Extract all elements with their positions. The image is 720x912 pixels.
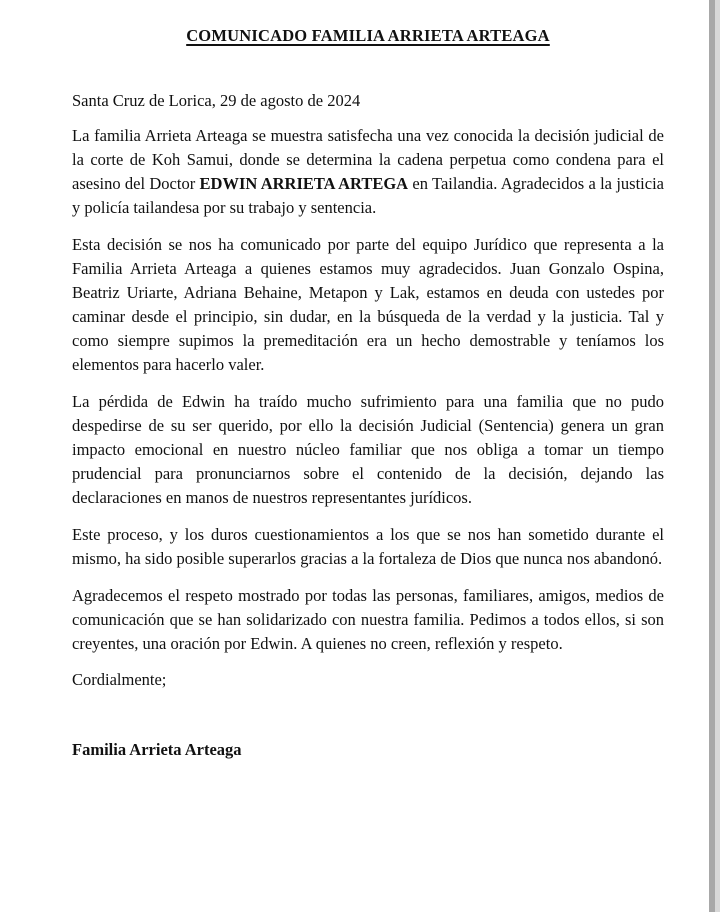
dateline: Santa Cruz de Lorica, 29 de agosto de 2024 bbox=[72, 91, 361, 110]
paragraph-text: Esta decisión se nos ha comunicado por parte del equipo Jurídico que representa a la Familia Arrieta Arteaga a quienes estamos muy agradecidos. Juan Gonzalo Ospina, Beatriz Uriarte, Adriana Behaine, Metapon y Lak, estamos en deuda con ustedes por caminar desde el principio, sin dudar, en la búsqueda de la verdad y la justicia. Tal y como siempre supimos la premeditación era un hecho demostrable y teníamos los elementos para hacerlo valer. bbox=[72, 235, 664, 374]
paragraph bbox=[72, 124, 664, 220]
closing-salutation: Cordialmente; bbox=[72, 670, 167, 689]
paragraph-text: Agradecemos el respeto mostrado por todas las personas, familiares, amigos, medios de comunicación que se han solidarizado con nuestra familia. Pedimos a todos ellos, si son creyentes, una oración por Edwin. A quienes no creen, reflexión y respeto. bbox=[72, 586, 664, 653]
scrollbar-thumb[interactable] bbox=[709, 0, 715, 912]
bold-name-emphasis: EDWIN ARRIETA ARTEGA bbox=[199, 174, 409, 193]
signature-line: Familia Arrieta Arteaga bbox=[72, 740, 242, 759]
paragraph-text: La pérdida de Edwin ha traído mucho sufrimiento para una familia que no pudo despedirse de su ser querido, por ello la decisión Judicial (Sentencia) genera un gran impacto emocional en nuestro núcleo familiar que nos obliga a tomar un tiempo prudencial para pronunciarnos sobre el contenido de la decisión, dejando las declaraciones en manos de nuestros representantes jurídicos. bbox=[72, 392, 664, 507]
paragraph bbox=[72, 390, 664, 510]
paragraph-text: La familia Arrieta Arteaga se muestra satisfecha una vez conocida la decisión judicial de la corte de Koh Samui, donde se determina la cadena perpetua como condena para el asesino del Doctor bbox=[72, 126, 664, 193]
scrollbar[interactable] bbox=[709, 0, 720, 912]
paragraph bbox=[72, 523, 664, 571]
paragraph bbox=[72, 233, 664, 377]
paragraph-text: Este proceso, y los duros cuestionamientos a los que se nos han sometido durante el mismo, ha sido posible superarlos gracias a la fortaleza de Dios que nunca nos abandonó. bbox=[72, 525, 664, 568]
document-body bbox=[72, 124, 664, 656]
document-title: COMUNICADO FAMILIA ARRIETA ARTEAGA bbox=[186, 26, 550, 45]
communique-letter bbox=[72, 24, 664, 762]
paragraph bbox=[72, 584, 664, 656]
paragraph-text: en Tailandia. Agradecidos a la justicia y policía tailandesa por su trabajo y sentencia. bbox=[72, 174, 664, 217]
